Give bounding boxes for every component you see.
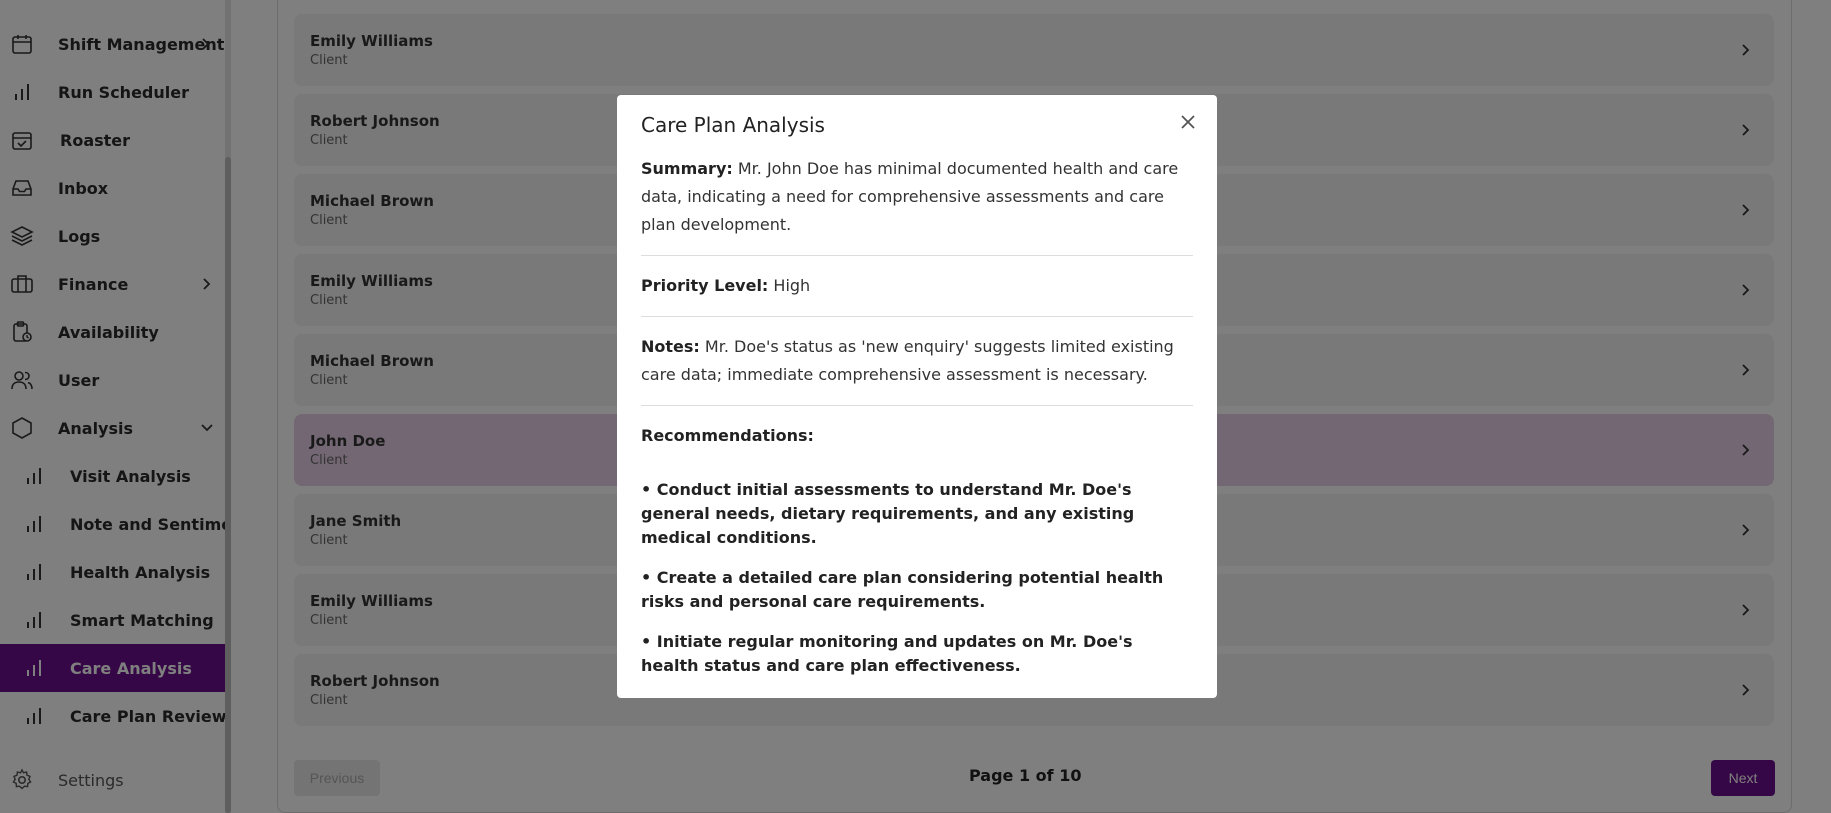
- summary-text: Mr. John Doe has minimal documented health and care data, indicating a need for comprehensive assessments and care plan development.: [641, 159, 1179, 234]
- care-plan-analysis-modal: [617, 95, 1217, 698]
- recommendation-item: • Conduct initial assessments to understand Mr. Doe's general needs, dietary requirements, and any existing medical conditions.: [641, 480, 1135, 547]
- notes-section: [641, 333, 1193, 406]
- priority-value: High: [773, 276, 811, 295]
- recommendation-item: • Create a detailed care plan considering potential health risks and personal care requirements.: [641, 568, 1164, 611]
- summary-section: [641, 155, 1193, 256]
- summary-label: Summary:: [641, 159, 733, 178]
- notes-label: Notes:: [641, 337, 700, 356]
- close-icon[interactable]: [1179, 113, 1197, 131]
- recommendations-label: Recommendations:: [641, 426, 814, 445]
- priority-section: [641, 272, 1193, 317]
- modal-title: Care Plan Analysis: [641, 113, 825, 137]
- modal-body: [641, 155, 1193, 694]
- recommendation-item: • Initiate regular monitoring and updates on Mr. Doe's health status and care plan effectiveness.: [641, 632, 1133, 675]
- priority-label: Priority Level:: [641, 276, 769, 295]
- notes-text: Mr. Doe's status as 'new enquiry' suggests limited existing care data; immediate comprehensive assessment is necessary.: [641, 337, 1174, 384]
